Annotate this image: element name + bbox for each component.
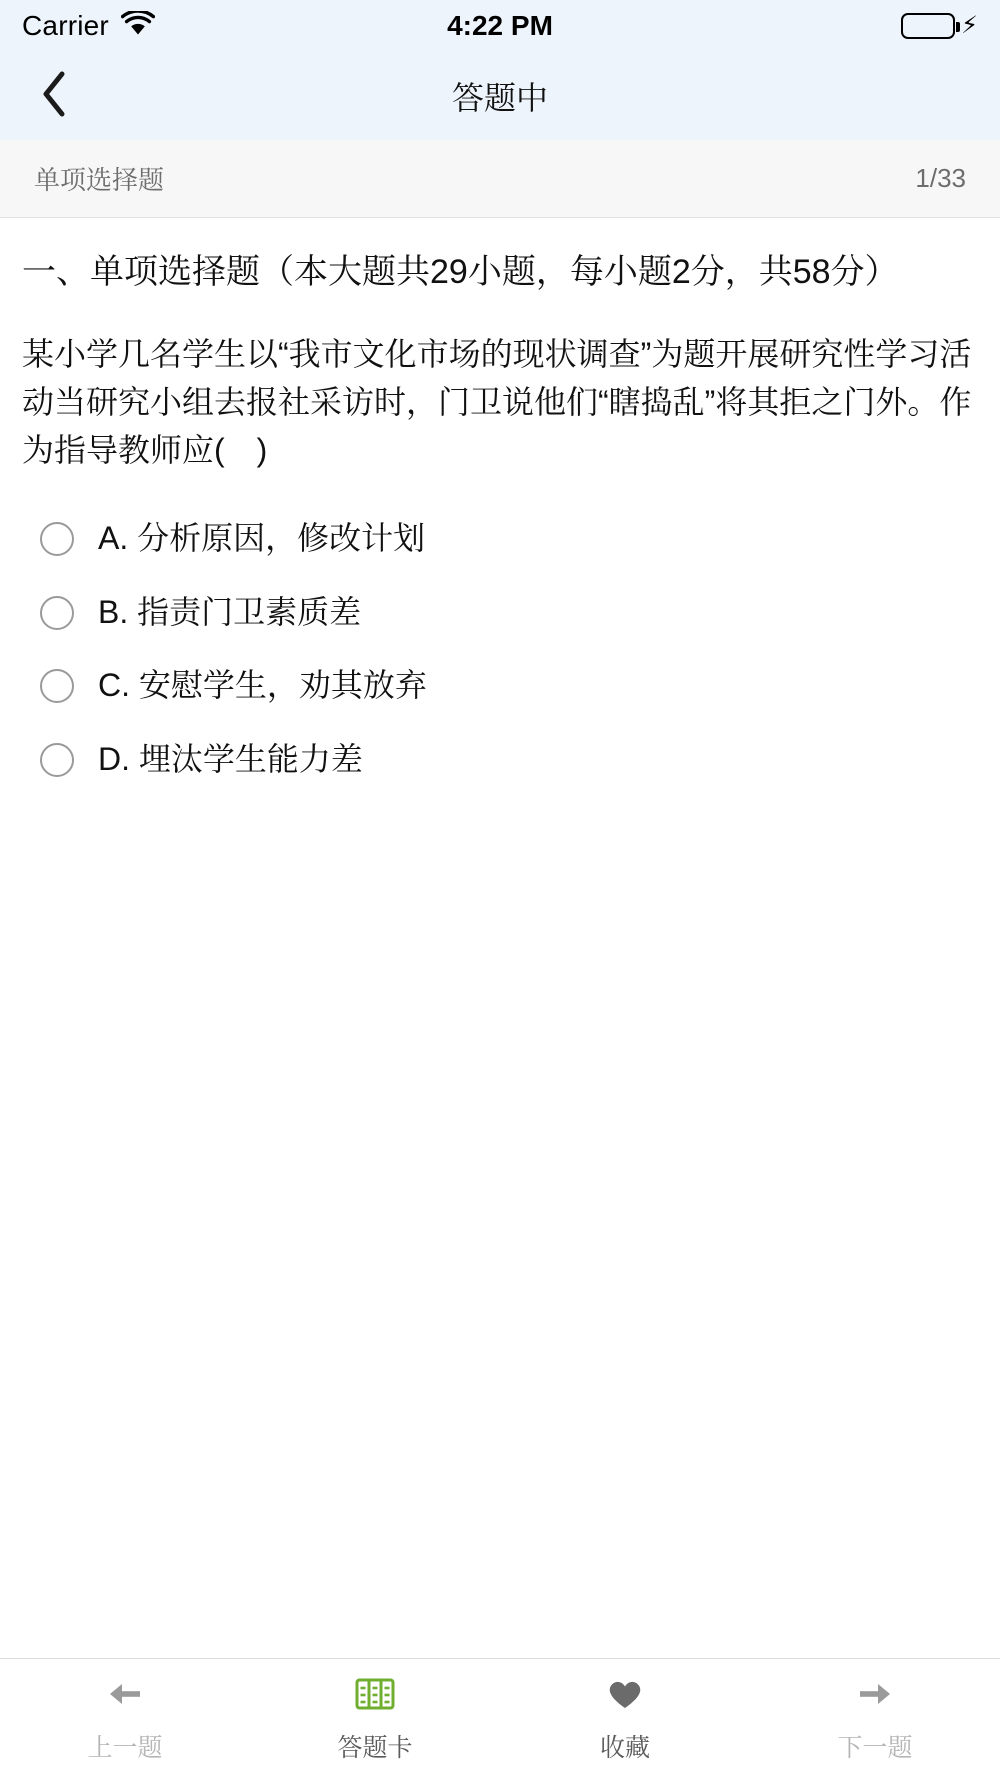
question-type-label: 单项选择题 bbox=[34, 165, 165, 195]
status-bar bbox=[0, 0, 1000, 52]
page-title: 答题中 bbox=[451, 80, 548, 116]
option-label: A. 分析原因，修改计划 bbox=[98, 520, 426, 557]
battery-icon bbox=[901, 13, 955, 39]
arrow-left-icon bbox=[106, 1674, 144, 1714]
tab-label: 收藏 bbox=[599, 1733, 650, 1762]
option-d[interactable] bbox=[22, 723, 978, 797]
option-b[interactable] bbox=[22, 576, 978, 650]
tab-label: 答题卡 bbox=[337, 1733, 413, 1762]
chevron-left-icon bbox=[40, 70, 68, 123]
tab-favorite[interactable] bbox=[500, 1659, 750, 1778]
option-c[interactable] bbox=[22, 649, 978, 723]
question-stem: 某小学几名学生以“我市文化市场的现状调查”为题开展研究性学习活动当研究小组去报社采访时，门卫说他们“瞎捣乱”将其拒之门外。作为指导教师应( ) bbox=[22, 336, 972, 469]
option-a[interactable] bbox=[22, 502, 978, 576]
wifi-icon bbox=[121, 11, 155, 42]
question-content bbox=[0, 218, 1000, 1658]
options-list bbox=[22, 502, 978, 796]
bottom-tab-bar bbox=[0, 1658, 1000, 1778]
question-counter: 1/33 bbox=[915, 163, 966, 193]
heart-icon bbox=[605, 1674, 645, 1714]
status-bar-left bbox=[22, 10, 155, 42]
status-bar-right bbox=[901, 13, 978, 39]
nav-bar bbox=[0, 52, 1000, 140]
carrier-label: Carrier bbox=[22, 10, 109, 41]
tab-label: 下一题 bbox=[837, 1733, 913, 1762]
tab-previous-question[interactable] bbox=[0, 1659, 250, 1778]
tab-next-question[interactable] bbox=[750, 1659, 1000, 1778]
arrow-right-icon bbox=[856, 1674, 894, 1714]
lightning-bolt-icon: ⚡ bbox=[961, 12, 978, 39]
tab-label: 上一题 bbox=[87, 1733, 163, 1762]
radio-icon[interactable] bbox=[40, 522, 74, 556]
option-label: D. 埋汰学生能力差 bbox=[98, 741, 363, 778]
answer-card-icon bbox=[355, 1674, 395, 1714]
radio-icon[interactable] bbox=[40, 743, 74, 777]
option-label: C. 安慰学生，劝其放弃 bbox=[98, 667, 427, 704]
back-button[interactable] bbox=[26, 68, 82, 124]
section-title: 一、单项选择题（本大题共29小题，每小题2分，共58分） bbox=[22, 253, 899, 291]
radio-icon[interactable] bbox=[40, 596, 74, 630]
tab-answer-card[interactable] bbox=[250, 1659, 500, 1778]
status-time: 4:22 PM bbox=[447, 10, 553, 41]
radio-icon[interactable] bbox=[40, 669, 74, 703]
question-meta-bar bbox=[0, 140, 1000, 218]
option-label: B. 指责门卫素质差 bbox=[98, 593, 362, 630]
